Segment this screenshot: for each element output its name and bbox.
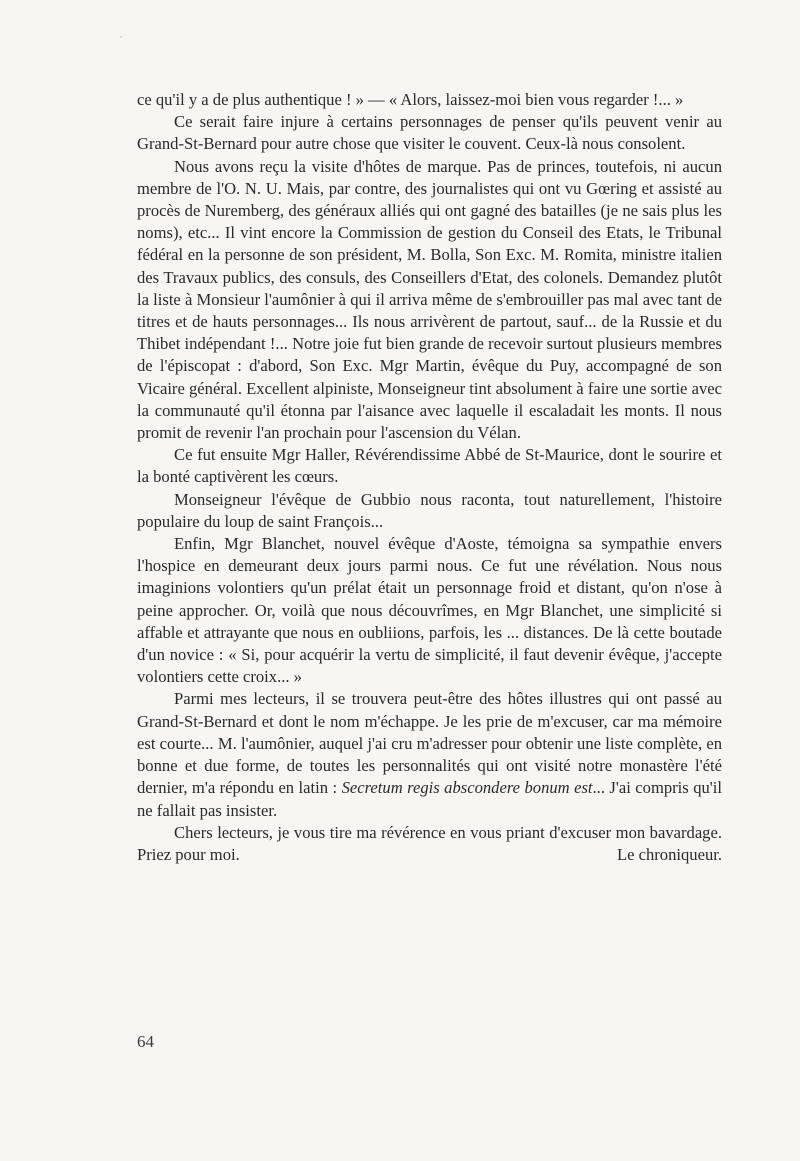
paragraph-visitors-intent: Ce serait faire injure à certains personnages de penser qu'ils peuvent venir au Grand-St-Bernard pour autre chose que visiter le couvent. Ceux-là nous consolent.	[137, 112, 722, 154]
page-number: 64	[137, 1032, 154, 1051]
paragraph-closing	[137, 822, 722, 866]
paragraph-distinguished-guests: Nous avons reçu la visite d'hôtes de marque. Pas de princes, toutefois, ni aucun membre de l'O. N. U. Mais, par contre, des journalistes qui ont vu Gœring et assisté au procès de Nuremberg, des généraux alliés qui ont gagné des batailles (je ne sais plus les noms), etc... Il vint encore la Commission de gestion du Conseil des Etats, le Tribunal fédéral en la personne de son président, M. Bolla, Son Exc. M. Romita, ministre italien des Travaux publics, des consuls, des Conseillers d'Etat, des colonels. Demandez plutôt la liste à Monsieur l'aumônier à qui il arriva même de s'embrouiller pas mal avec tant de titres et de hauts personnages... Ils nous arrivèrent de partout, sauf... de la Russie et du Thibet indépendant !... Notre joie fut bien grande de recevoir surtout plusieurs membres de l'épiscopat : d'abord, Son Exc. Mgr Martin, évêque du Puy, accompagné de son Vicaire général. Excellent alpiniste, Monseigneur tint absolument à faire une sortie avec la communauté qu'il étonna par l'aisance avec laquelle il escaladait les monts. Il nous promit de revenir l'an prochain pour l'ascension du Vélan.	[137, 156, 722, 443]
signature: Le chroniqueur.	[616, 844, 722, 864]
latin-quote: Secretum regis abscondere bonum est	[341, 778, 593, 798]
scan-speck	[120, 36, 122, 38]
apology-text: Parmi mes lecteurs, il se trouvera peut-être des hôtes illustres qui ont passé au Grand-St-Bernard et dont le nom m'échappe. Je les prie de m'excuser, car ma mémoire est courte... M. l'aumônier, auquel j'ai cru m'adresser pour obtenir une liste complète, en bonne et due forme, de toutes les personnalités qui ont visité notre monastère l'été dernier, m'a répondu en latin :	[137, 689, 722, 798]
paragraph-continuation: ce qu'il y a de plus authentique ! » — « Alors, laissez-moi bien vous regarder !... »	[137, 90, 684, 109]
apology-ending: ... J'ai compris qu'il ne fallait pas insister.	[137, 778, 723, 820]
paragraph-readers-apology	[137, 688, 722, 821]
paragraph-mgr-blanchet: Enfin, Mgr Blanchet, nouvel évêque d'Aoste, témoigna sa sympathie envers l'hospice en demeurant deux jours parmi nous. Ce fut une révélation. Nous nous imaginions volontiers qu'un prélat était un personnage froid et distant, qu'on n'ose à peine approcher. Or, voilà que nous découvrîmes, en Mgr Blanchet, une simplicité si affable et attrayante que nous en oubliions, parfois, les ... distances. De là cette boutade d'un novice : « Si, pour acquérir la vertu de simplicité, il faut devenir évêque, j'accepte volontiers cette croix... »	[137, 534, 722, 687]
closing-text: Chers lecteurs, je vous tire ma révérence en vous priant d'excuser mon bavardage. Priez pour moi.	[137, 822, 722, 864]
body-text	[137, 89, 722, 866]
paragraph-gubbio: Monseigneur l'évêque de Gubbio nous raconta, tout naturellement, l'histoire populaire du loup de saint François...	[137, 489, 722, 531]
paragraph-mgr-haller: Ce fut ensuite Mgr Haller, Révérendissime Abbé de St-Maurice, dont le sourire et la bonté captivèrent les cœurs.	[137, 445, 722, 487]
